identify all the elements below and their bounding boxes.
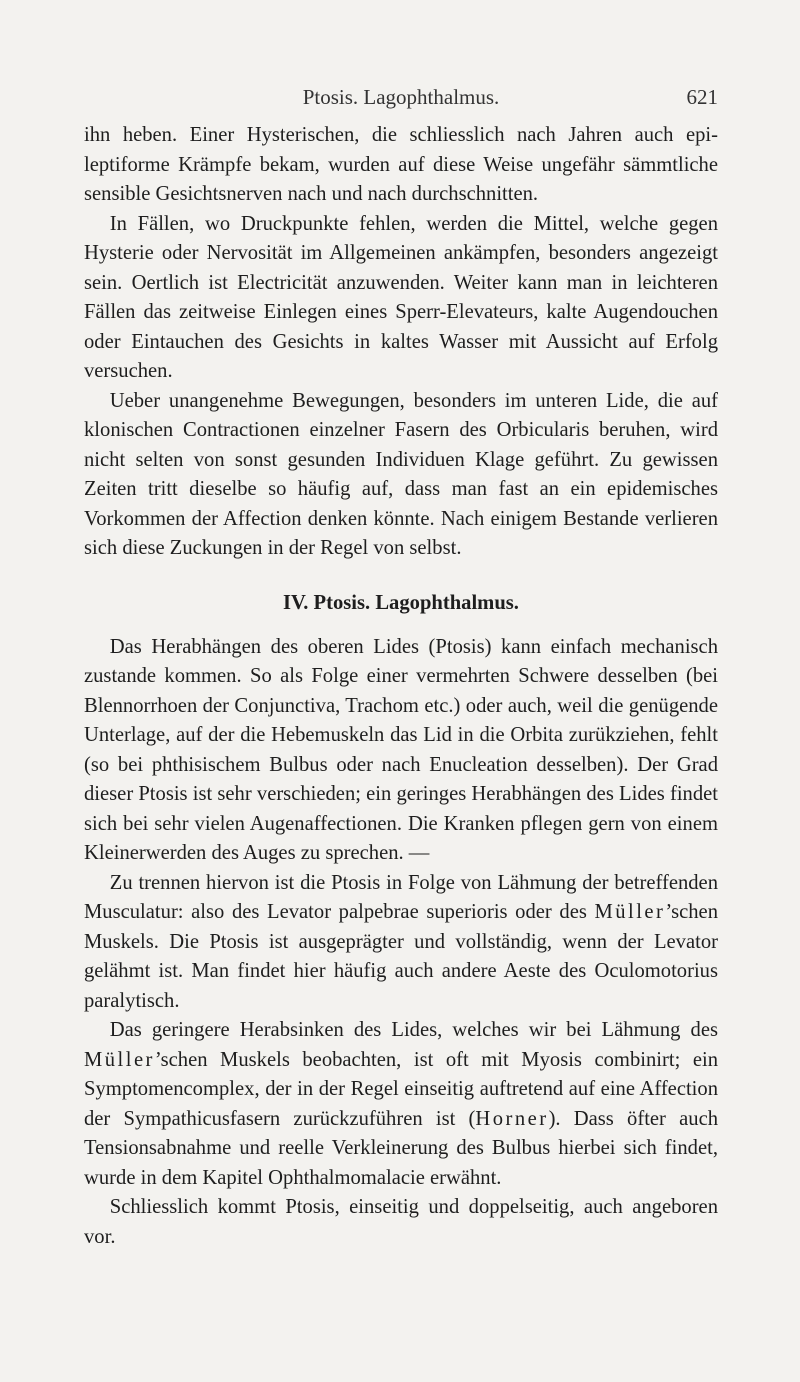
section-heading: IV. Ptosis. Lagophthalmus.	[283, 591, 519, 614]
paragraph-5-text-a: Zu trennen hiervon ist die Ptosis in Folge von Lähmung der betreffenden Musculatur: also des Levator palpebrae superioris oder des	[84, 871, 718, 923]
page-number: 621	[686, 85, 718, 109]
paragraph-6-text-a: Das geringere Herabsinken des Lides, welches wir bei Lähmung des	[109, 1019, 718, 1041]
paragraph-6-text-c: ). Dass öfter auch Tensionsabnahme und reelle Verkleinerung des Bulbus hierbei sich findet, wurde in dem Kapitel Ophthalmomalacie erwähnt.	[84, 1107, 719, 1189]
paragraph-6	[84, 1016, 718, 1193]
paragraph-5	[84, 869, 718, 1017]
paragraph-6-text-b: ’schen Muskels beobachten, ist oft mit Myosis combinirt; ein Symptomencomplex, der in der Regel einseitig auftretend auf eine Affection der Sympathicusfasern zurückzuführen ist (	[84, 1048, 718, 1130]
running-head	[84, 82, 718, 112]
paragraph-4: Das Herabhängen des oberen Lides (Ptosis) kann einfach mechanisch zustande kommen. So als Folge einer vermehrten Schwere desselben (bei Blennorrhoen der Conjunctiva, Trachom etc.) oder auch, weil die genügende Unterlage, auf der die Hebemuskeln das Lid in die Orbita zurükziehen, fehlt (so bei phthisischem Bulbus oder nach Enucleation desselben). Der Grad dieser Ptosis ist sehr verschieden; ein geringes Herabhängen des Lides findet sich bei sehr vielen Augenaffectionen. Die Kranken pflegen gern von einem Kleinerwerden des Auges zu sprechen. —	[84, 635, 718, 864]
body-text	[84, 121, 718, 1252]
paragraph-2: In Fällen, wo Druckpunkte fehlen, werden die Mittel, welche gegen Hysterie oder Nervosität im Allgemeinen ankämpfen, besonders angezeigt sein. Oertlich ist Electricität anzuwenden. Weiter kann man in leichteren Fällen das zeitweise Einlegen eines Sperr-Elevateurs, kalte Augendouchen oder Eintauchen des Gesichts in kaltes Wasser mit Aussicht auf Erfolg versuchen.	[84, 212, 718, 382]
paragraph-3: Ueber unangenehme Bewegungen, besonders im unteren Lide, die auf klonischen Contractionen einzelner Fasern des Orbicularis beruhen, wird nicht selten von sonst gesunden Individuen Klage geführt. Zu gewissen Zeiten tritt dieselbe so häufig auf, dass man fast an ein epidemisches Vorkommen der Affection denken könnte. Nach einigem Bestande verlieren sich diese Zuckungen in der Regel von selbst.	[84, 389, 718, 559]
author-name-horner: Horner	[475, 1107, 549, 1130]
running-title: Ptosis. Lagophthalmus.	[302, 85, 500, 109]
author-name-mueller-2: Müller	[84, 1048, 155, 1071]
paragraph-7: Schliesslich kommt Ptosis, einseitig und doppelseitig, auch angeboren vor.	[84, 1196, 718, 1248]
paragraph-1: ihn heben. Einer Hysterischen, die schliesslich nach Jahren auch epileptiforme Krämpfe bekam, wurden auf diese Weise ungefähr sämmtliche sensible Gesichtsnerven nach und nach durchschnitten.	[84, 124, 718, 205]
author-name-mueller: Müller	[594, 901, 666, 923]
paragraph-5-text-b: ’schen Muskels. Die Ptosis ist ausgeprägter und vollständig, wenn der Levator gelähmt ist. Man findet hier häufig auch andere Aeste des Oculomotorius paralytisch.	[84, 901, 718, 1012]
